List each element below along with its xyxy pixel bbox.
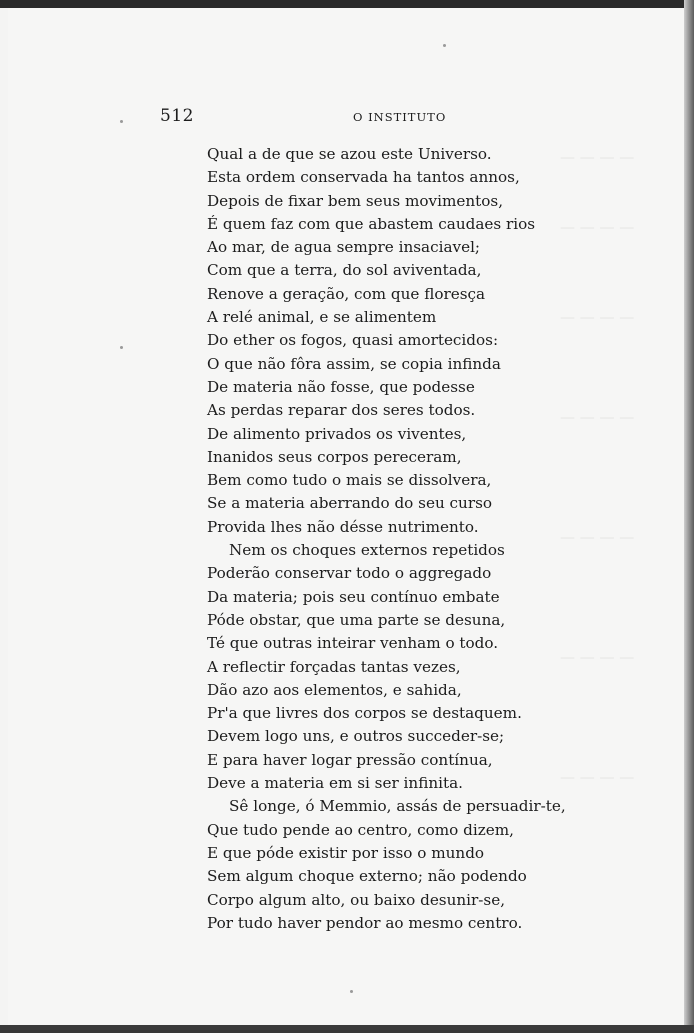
poem-line: Sem algum choque externo; não podendo [207, 867, 527, 886]
poem-line: O que não fôra assim, se copia infinda [207, 354, 501, 373]
poem-line: Qual a de que se azou este Universo. [207, 145, 492, 163]
poem-line: De alimento privados os viventes, [207, 424, 467, 443]
poem-line: Nem os choques externos repetidos [229, 541, 505, 560]
poem-line: Inanidos seus corpos pereceram, [207, 447, 462, 466]
page-header [0, 106, 694, 128]
poem-line: Se a materia aberrando do seu curso [207, 494, 493, 513]
speck [120, 120, 123, 123]
poem-line: Bem como tudo o mais se dissolvera, [207, 471, 492, 490]
poem-line: E para haver logar pressão contínua, [207, 750, 493, 769]
scan-border-bottom [0, 1025, 694, 1033]
poem-line: A relé animal, e se alimentem [207, 308, 437, 327]
poem-line: Provida lhes não désse nutrimento. [207, 517, 479, 536]
poem-line: Que tudo pende ao centro, como dizem, [207, 820, 514, 839]
poem-line: Da materia; pois seu contínuo embate [207, 587, 500, 606]
scan-border-top [0, 0, 694, 8]
poem-line: Por tudo haver pendor ao mesmo centro. [207, 913, 523, 932]
poem-line: Deve a materia em si ser infinita. [207, 774, 463, 793]
poem-line: As perdas reparar dos seres todos. [207, 401, 476, 420]
page-number: 512 [160, 106, 194, 126]
show-through-texture: — — — — — — — — — — — — — — — — — — — — — — — — — — — — [560, 148, 635, 786]
poem-line: Poderão conservar todo o aggregado [207, 564, 492, 583]
poem-line: Sê longe, ó Memmio, assás de persuadir-te, [229, 797, 566, 816]
poem-line: E que póde existir por isso o mundo [207, 843, 485, 862]
poem-line: Dão azo aos elementos, e sahida, [207, 680, 462, 699]
poem-body [207, 143, 587, 935]
speck [443, 44, 446, 47]
poem-line: Esta ordem conservada ha tantos annos, [207, 168, 520, 187]
poem-line: De materia não fosse, que podesse [207, 377, 475, 396]
scan-border-right [684, 0, 694, 1033]
speck [120, 346, 123, 349]
poem-line: A reflectir forçadas tantas vezes, [207, 657, 461, 676]
poem-line: Póde obstar, que uma parte se desuna, [207, 610, 506, 629]
poem-line: Com que a terra, do sol aviventada, [207, 261, 482, 280]
poem-line: Renove a geração, com que floresça [207, 284, 486, 303]
poem-line: É quem faz com que abastem caudaes rios [207, 214, 536, 233]
poem-line: Té que outras inteirar venham o todo. [207, 634, 499, 653]
poem-line: Pr'a que livres dos corpos se destaquem. [207, 704, 522, 723]
poem-line: Corpo algum alto, ou baixo desunir-se, [207, 890, 506, 909]
running-title: O INSTITUTO [353, 110, 447, 124]
poem-line: Do ether os fogos, quasi amortecidos: [207, 331, 499, 350]
poem-line: Devem logo uns, e outros succeder-se; [207, 727, 505, 746]
speck [350, 990, 353, 993]
poem-line: Ao mar, de agua sempre insaciavel; [207, 238, 481, 257]
poem-line: Depois de fixar bem seus movimentos, [207, 191, 504, 210]
